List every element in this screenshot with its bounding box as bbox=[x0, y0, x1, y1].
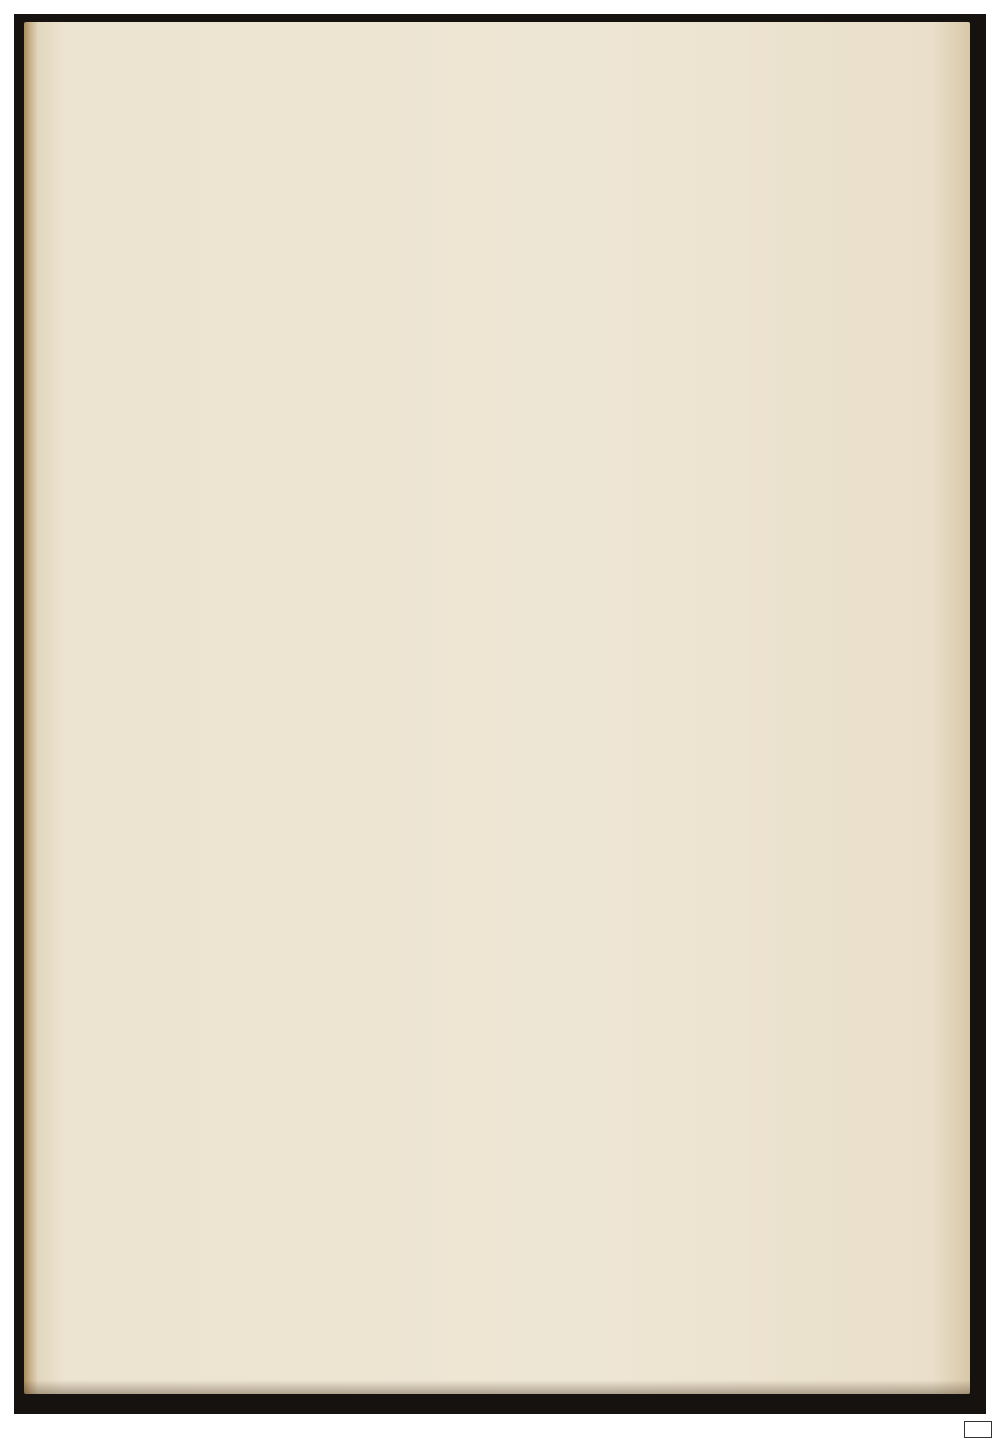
book-page bbox=[24, 22, 970, 1394]
dfg-logo bbox=[964, 1421, 992, 1438]
footer-bar bbox=[0, 1416, 1000, 1440]
page-shadow bbox=[24, 1380, 970, 1394]
